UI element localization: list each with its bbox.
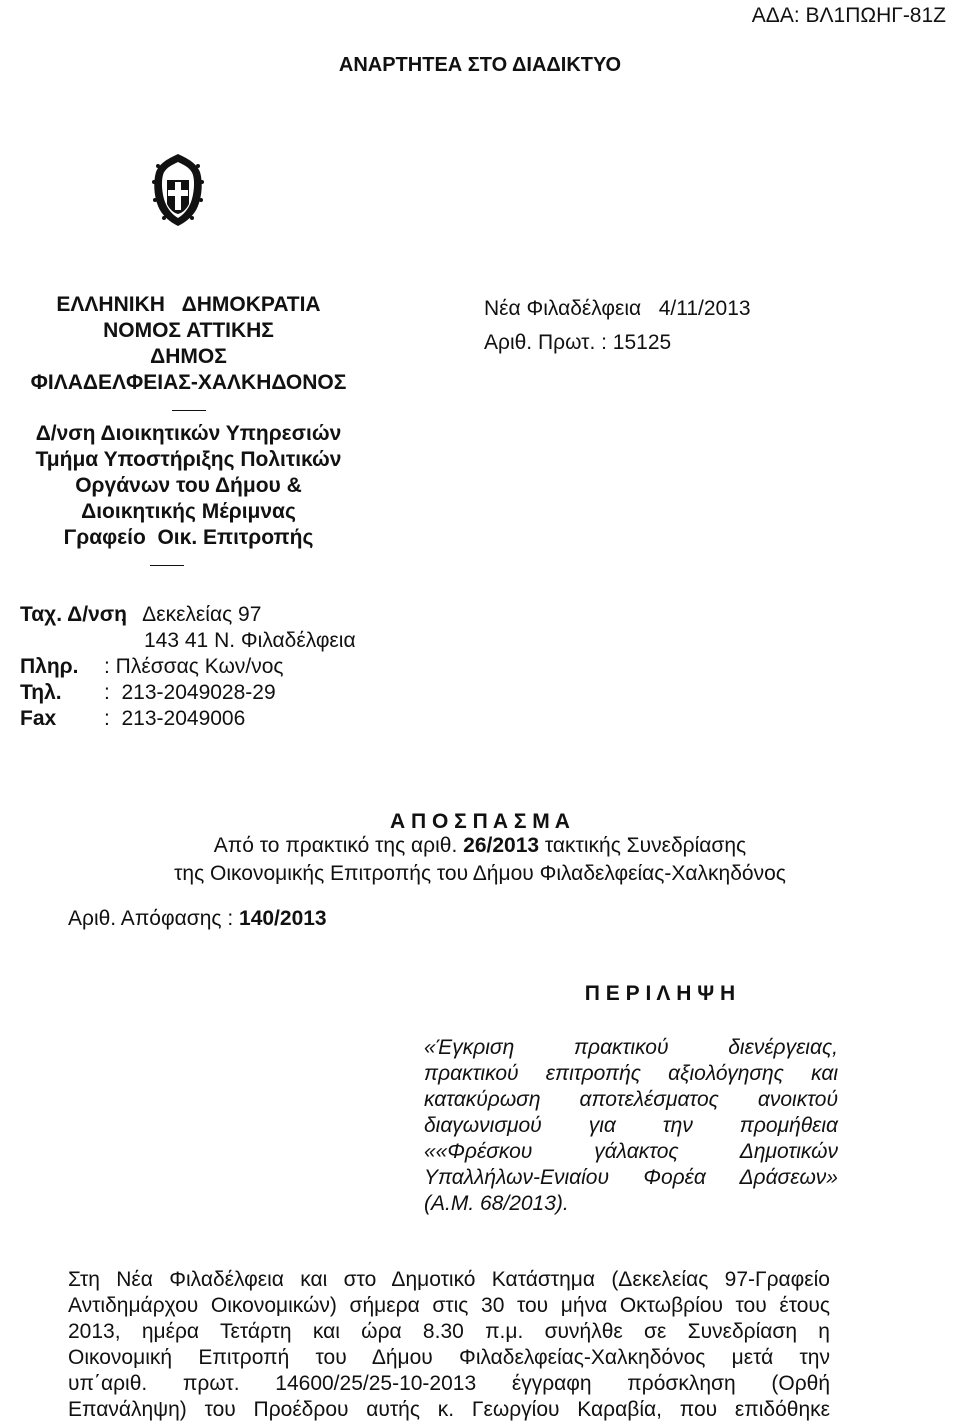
- body-line: Οικονομική Επιτροπή του Δήμου Φιλαδελφείας-Χαλκηδόνος μετά την: [68, 1346, 830, 1369]
- summary-line: «Έγκριση πρακτικού διενέργειας,: [424, 1036, 838, 1059]
- decision-number: [68, 907, 327, 931]
- document-reference: [484, 296, 751, 356]
- decision-label: Αριθ. Απόφασης :: [68, 907, 240, 930]
- body-line: Επανάληψη) του Προέδρου αυτής κ. Γεωργίου Καραβία, που επιδόθηκε: [68, 1398, 830, 1421]
- dept-office: Γραφείο Οικ. Επιτροπής: [63, 526, 314, 549]
- body-line: υπ΄αριθ. πρωτ. 14600/25/25-10-2013 έγγραφη πρόσκληση (Ορθή: [68, 1372, 830, 1395]
- address-value: : Δεκελείας 97: [120, 603, 262, 626]
- divider: [150, 565, 184, 566]
- authority-municipality-name: ΦΙΛΑΔΕΛΦΕΙΑΣ-ΧΑΛΚΗΔΟΝΟΣ: [30, 371, 347, 394]
- fax-value: : 213-2049006: [104, 707, 246, 730]
- authority-prefecture: ΝΟΜΟΣ ΑΤΤΙΚΗΣ: [103, 319, 274, 342]
- summary-line: πρακτικού επιτροπής αξιολόγησης και: [424, 1062, 838, 1085]
- authority-country: ΕΛΛΗΝΙΚΗ ΔΗΜΟΚΡΑΤΙΑ: [56, 293, 321, 316]
- body-line: Αντιδημάρχου Οικονομικών) σήμερα στις 30 του μήνα Οκτωβρίου του έτους: [68, 1294, 830, 1317]
- dept-section-cont2: Διοικητικής Μέριμνας: [81, 500, 296, 523]
- authority-municipality: ΔΗΜΟΣ: [150, 345, 227, 368]
- protocol-number: Αριθ. Πρωτ. : 15125: [484, 331, 672, 354]
- minutes-reference: [0, 832, 960, 888]
- summary-text: [424, 1035, 838, 1217]
- body-line: 2013, ημέρα Τετάρτη και ώρα 8.30 π.μ. συνήλθε σε Συνεδρίαση η: [68, 1320, 830, 1343]
- minutes-number: 26/2013: [463, 834, 540, 857]
- issuing-authority: [0, 292, 377, 576]
- document-title: Α Π Ο Σ Π Α Σ Μ Α: [390, 810, 570, 833]
- place-date: Νέα Φιλαδέλφεια 4/11/2013: [484, 297, 751, 320]
- minutes-committee: της Οικονομικής Επιτροπής του Δήμου Φιλαδελφείας-Χαλκηδόνος: [174, 862, 786, 885]
- decision-value: 140/2013: [239, 907, 327, 930]
- minutes-text: Από το πρακτικό της αριθ.: [213, 834, 464, 857]
- fax-label: Fax: [20, 707, 57, 730]
- body-paragraph: [68, 1267, 830, 1423]
- summary-line: ««Φρέσκου γάλακτος Δημοτικών: [424, 1140, 838, 1163]
- phone-label: Τηλ.: [20, 681, 62, 704]
- publish-notice: ΑΝΑΡΤΗΤΕΑ ΣΤΟ ΔΙΑΔΙΚΤΥΟ: [338, 54, 622, 76]
- summary-line: κατακύρωση αποτελέσματος ανοικτού: [424, 1088, 838, 1111]
- ada-code: ΑΔΑ: ΒΛ1ΠΩΗΓ-81Ζ: [751, 4, 946, 27]
- summary-title: Π Ε Ρ Ι Λ Η Ψ Η: [584, 982, 736, 1005]
- contact-person-value: : Πλέσσας Κων/νος: [104, 655, 284, 678]
- divider: [172, 410, 206, 411]
- city-value: 143 41 Ν. Φιλαδέλφεια: [144, 629, 356, 652]
- contact-block: [20, 602, 440, 732]
- greek-coat-of-arms-icon: [150, 152, 206, 228]
- body-line: Στη Νέα Φιλαδέλφεια και στο Δημοτικό Κατάστημα (Δεκελείας 97-Γραφείο: [68, 1268, 830, 1291]
- dept-directorate: Δ/νση Διοικητικών Υπηρεσιών: [35, 422, 342, 445]
- summary-line: διαγωνισμού για την προμήθεια: [424, 1114, 838, 1137]
- phone-value: : 213-2049028-29: [104, 681, 276, 704]
- summary-line: Υπαλλήλων-Ενιαίου Φορέα Δράσεων»: [424, 1166, 838, 1189]
- contact-person-label: Πληρ.: [20, 655, 79, 678]
- dept-section: Τμήμα Υποστήριξης Πολιτικών: [35, 448, 342, 471]
- minutes-type: τακτικής Συνεδρίασης: [539, 834, 747, 857]
- summary-line: (Α.Μ. 68/2013).: [424, 1192, 569, 1215]
- address-label: Ταχ. Δ/νση: [20, 603, 127, 626]
- dept-section-cont: Οργάνων του Δήμου &: [75, 474, 302, 497]
